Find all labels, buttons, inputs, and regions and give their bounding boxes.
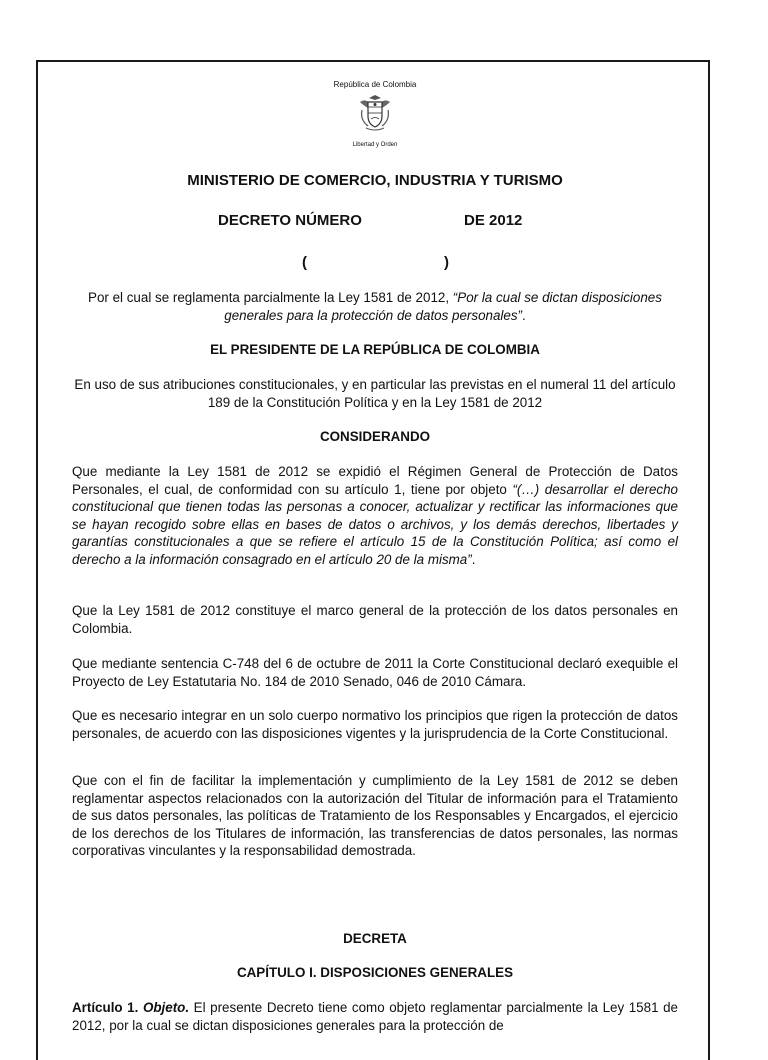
article-1-paragraph — [72, 999, 678, 1034]
president-heading: EL PRESIDENTE DE LA REPÚBLICA DE COLOMBIA — [210, 342, 540, 357]
p1-plain: Que mediante la Ley 1581 de 2012 se expidió el Régimen General de Protección de Datos Personales, el cual, de conformidad con su artículo 1, tiene por objeto — [72, 464, 678, 497]
article-1-text: El presente Decreto tiene como objeto reglamentar parcialmente la Ley 1581 de 2012, por la cual se dictan disposiciones generales para la protección de — [72, 1000, 679, 1033]
coat-of-arms-icon — [356, 92, 394, 132]
considerando-paragraph-5: Que con el fin de facilitar la implementación y cumplimiento de la Ley 1581 de 2012 se deben reglamentar aspectos relacionados con la autorización del Titular de información para el Tratamiento de sus datos personales, las políticas de Tratamiento de los Responsables y Encargados, el ejercicio de los derechos de los Titulares de información, las transferencias de datos personales, las normas corporativas vinculantes y la responsabilidad demostrada. — [72, 773, 678, 859]
powers-paragraph: En uso de sus atribuciones constitucionales, y en particular las previstas en el numeral 11 del artículo 189 de la Constitución Política y en la Ley 1581 de 2012 — [74, 377, 676, 410]
decreta-heading: DECRETA — [343, 931, 407, 946]
p1-end: . — [471, 551, 476, 567]
motto-label: Libertad y Orden — [352, 142, 398, 148]
considerando-paragraph-3: Que mediante sentencia C-748 del 6 de octubre de 2011 la Corte Constitucional declaró exequible el Proyecto de Ley Estatutaria No. 184 de 2010 Senado, 046 de 2010 Cámara. — [72, 656, 678, 689]
decreto-label: DECRETO NÚMERO — [218, 212, 362, 229]
article-1-title: Objeto. — [142, 1000, 190, 1015]
considerando-paragraph-1 — [72, 463, 678, 569]
p1-italic: “(…) desarrollar el derecho constitucional que tienen todas las personas a conocer, actualizar y rectificar las informaciones que se hayan recogido sobre ellas en bases de datos o archivos, y los demás derechos, libertades y garantías constitucionales a que se refiere el artículo 15 de la Constitución Política; así como el derecho a la información consagrado en el artículo 20 de la misma” — [72, 481, 678, 567]
considerando-paragraph-2: Que la Ley 1581 de 2012 constituye el marco general de la protección de los datos personales en Colombia. — [72, 603, 678, 636]
decreto-year: DE 2012 — [464, 212, 523, 229]
paren-close: ) — [444, 254, 449, 271]
decree-subject — [72, 289, 678, 324]
considerando-heading: CONSIDERANDO — [319, 429, 431, 444]
chapter-heading: CAPÍTULO I. DISPOSICIONES GENERALES — [236, 965, 514, 980]
subject-italic: “Por la cual se dictan disposiciones generales para la protección de datos personales” — [224, 290, 662, 323]
republic-label: República de Colombia — [333, 80, 417, 89]
subject-end: . — [522, 307, 526, 323]
document-page — [36, 60, 710, 1060]
ministry-title: MINISTERIO DE COMERCIO, INDUSTRIA Y TURISMO — [187, 172, 563, 189]
paren-open: ( — [302, 254, 307, 271]
article-1-label: Artículo 1. — [72, 1000, 139, 1015]
subject-plain: Por el cual se reglamenta parcialmente la Ley 1581 de 2012, — [88, 290, 453, 305]
considerando-paragraph-4: Que es necesario integrar en un solo cuerpo normativo los principios que rigen la protección de datos personales, de acuerdo con las disposiciones vigentes y la jurisprudencia de la Corte Constitucional. — [72, 708, 678, 741]
